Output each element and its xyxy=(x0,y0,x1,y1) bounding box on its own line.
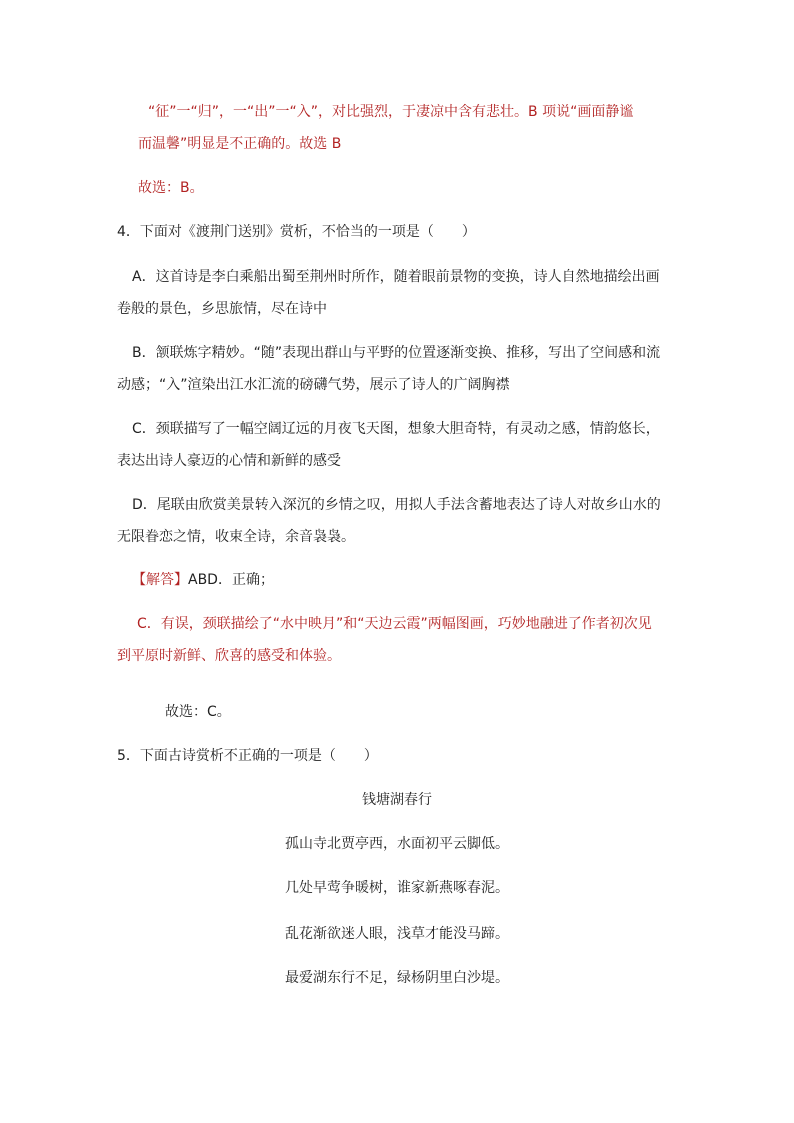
poem-title: 钱塘湖春行 xyxy=(362,792,432,808)
q4-answer: 故选：C。 xyxy=(165,704,231,720)
poem-line: 几处早莺争暖树，谁家新燕啄春泥。 xyxy=(285,880,509,896)
prev-answer: 故选：B。 xyxy=(138,180,204,196)
question5-stem: 5．下面古诗赏析不正确的一项是（ ） xyxy=(117,748,378,764)
solution-line xyxy=(132,570,274,590)
option-b-line2: 动感；“入”渲染出江水汇流的磅礴气势，展示了诗人的广阔胸襟 xyxy=(117,377,510,393)
option-a-line1: A．这首诗是李白乘船出蜀至荆州时所作，随着眼前景物的变换，诗人自然地描绘出画 xyxy=(132,269,660,285)
poem-line: 孤山寺北贾亭西，水面初平云脚低。 xyxy=(285,836,509,852)
option-c-line1: C．颈联描写了一幅空阔辽远的月夜飞天图，想象大胆奇特，有灵动之感，情韵悠长， xyxy=(132,421,660,437)
option-c-line2: 表达出诗人豪迈的心情和新鲜的感受 xyxy=(117,453,341,469)
poem-line: 乱花渐欲迷人眼，浅草才能没马蹄。 xyxy=(285,926,509,942)
question4-stem: 4．下面对《渡荆门送别》赏析，不恰当的一项是（ ） xyxy=(117,224,476,240)
option-d-line2: 无限眷恋之情，收束全诗，余音袅袅。 xyxy=(117,529,355,545)
solution-tag: 【解答】 xyxy=(132,572,188,588)
q4-analysis-line2: 到平原时新鲜、欣喜的感受和体验。 xyxy=(117,648,341,664)
option-d-line1: D．尾联由欣赏美景转入深沉的乡情之叹，用拟人手法含蓄地表达了诗人对故乡山水的 xyxy=(132,497,661,513)
q4-analysis-line1: C．有误，颈联描绘了“水中映月”和“天边云霞”两幅图画，巧妙地融进了作者初次见 xyxy=(137,616,652,632)
solution-text: ABD．正确； xyxy=(188,572,274,588)
poem-line: 最爱湖东行不足，绿杨阴里白沙堤。 xyxy=(285,970,509,986)
option-a-line2: 卷般的景色，乡思旅情，尽在诗中 xyxy=(117,301,327,317)
prev-analysis-line2: 而温馨”明显是不正确的。故选 B xyxy=(138,136,342,152)
option-b-line1: B．颔联炼字精妙。“随”表现出群山与平野的位置逐渐变换、推移，写出了空间感和流 xyxy=(132,345,661,361)
prev-analysis-line1: “征”一“归”，一“出”一“入”，对比强烈，于凄凉中含有悲壮。B 项说“画面静谧 xyxy=(148,104,634,120)
